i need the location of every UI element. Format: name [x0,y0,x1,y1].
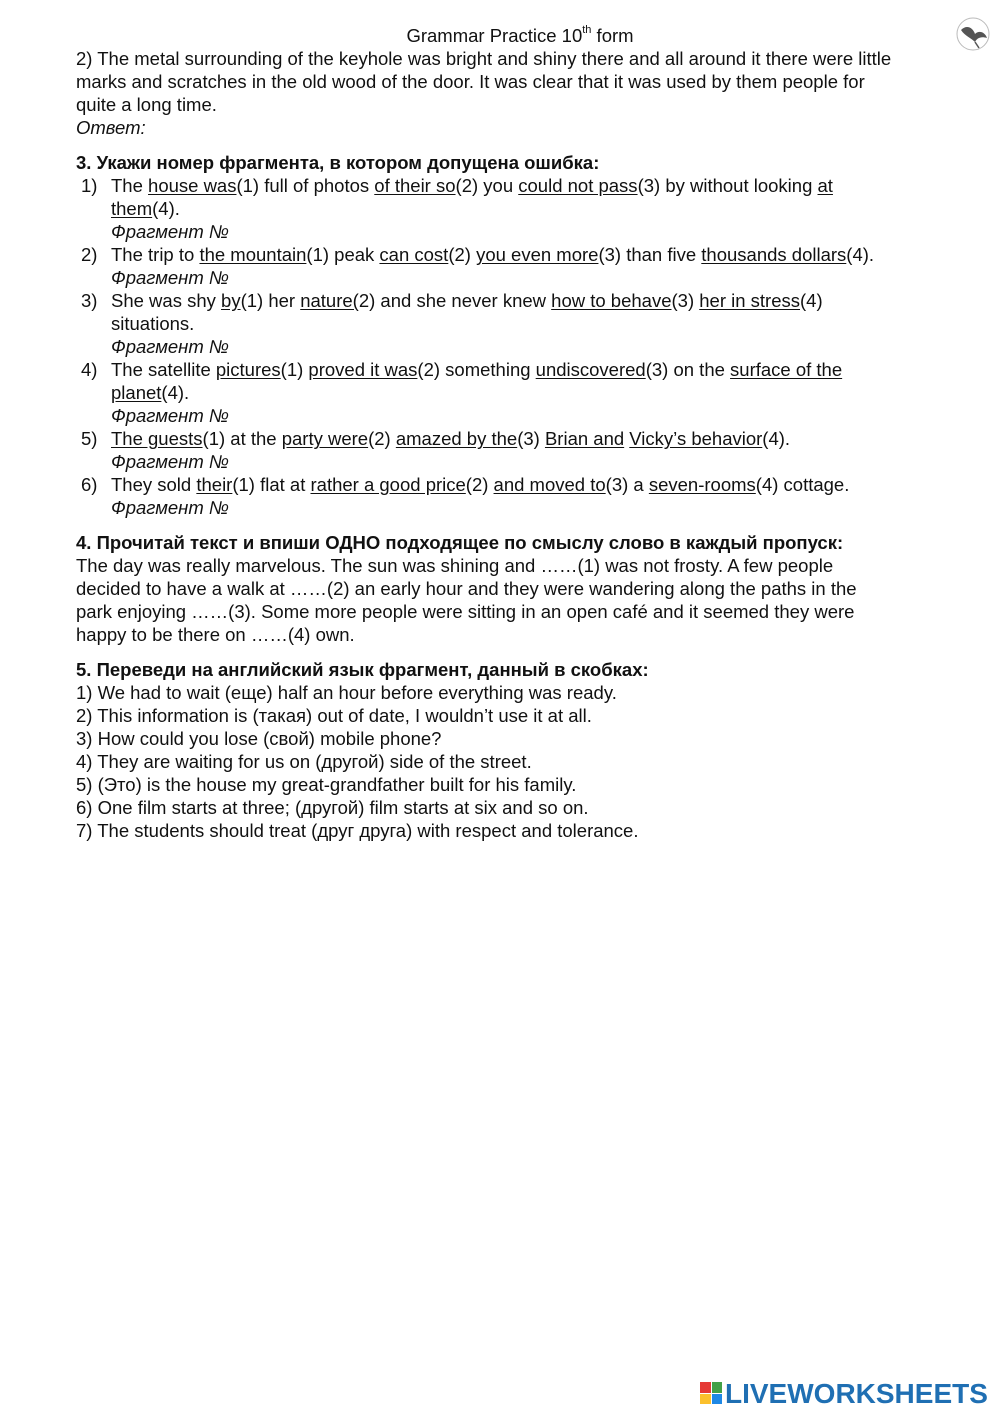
task3 [76,151,976,519]
page-title: Grammar Practice 10th form [406,23,634,46]
text-line: marks and scratches in the old wood of the door. It was clear that it was used by them people for [76,71,865,92]
text-line: park enjoying ……(3). Some more people were sitting in an open café and it seemed they were [76,601,855,622]
answer-label[interactable]: Ответ: [76,117,146,138]
list-item: 2) The trip to the mountain(1) peak can cost(2) you even more(3) than five thousands dollars(4). Фрагмент № [76,243,976,289]
text-line: 1) We had to wait (еще) half an hour before everything was ready. [76,682,617,703]
list-item: 5) The guests(1) at the party were(2) amazed by the(3) Brian and Vicky’s behavior(4). Фрагмент № [76,427,976,473]
text-line: quite a long time. [76,94,217,115]
fragment-answer-field[interactable]: Фрагмент № [111,267,229,288]
task4-heading: 4. Прочитай текст и впиши ОДНО подходящее по смыслу слово в каждый пропуск: [76,532,844,553]
text-line: The day was really marvelous. The sun was shining and ……(1) was not frosty. A few people [76,555,834,576]
text-line: 3) How could you lose (свой) mobile phone? [76,728,442,749]
list-item: 6) They sold their(1) flat at rather a good price(2) and moved to(3) a seven-rooms(4) cottage. Фрагмент № [76,473,976,519]
brand-name: LIVEWORKSHEETS [725,1377,988,1409]
text-line: 4) They are waiting for us on (другой) side of the street. [76,751,532,772]
task3-heading: 3. Укажи номер фрагмента, в котором допущена ошибка: [76,152,600,173]
fragment-answer-field[interactable]: Фрагмент № [111,451,229,472]
list-item: 1) The house was(1) full of photos of their so(2) you could not pass(3) by without looking at them(4). Фрагмент № [76,174,976,243]
text-line: 5) (Это) is the house my great-grandfather built for his family. [76,774,577,795]
task2-answer [76,47,976,139]
brand-squares-icon [700,1382,722,1404]
text-line: 7) The students should treat (друг друга) with respect and tolerance. [76,820,639,841]
text-line: 2) The metal surrounding of the keyhole was bright and shiny there and all around it there were little [76,48,892,69]
text-line: 6) One film starts at three; (другой) film starts at six and so on. [76,797,589,818]
fragment-answer-field[interactable]: Фрагмент № [111,497,229,518]
task5 [76,658,976,842]
worksheet-body [76,47,976,842]
text-line: decided to have a walk at ……(2) an early hour and they were wandering along the paths in the [76,578,857,599]
fragment-answer-field[interactable]: Фрагмент № [111,336,229,357]
text-line: happy to be there on ……(4) own. [76,624,355,645]
fragment-answer-field[interactable]: Фрагмент № [111,221,229,242]
task4 [76,531,976,646]
fragment-answer-field[interactable]: Фрагмент № [111,405,229,426]
text-line: 2) This information is (такая) out of date, I wouldn’t use it at all. [76,705,592,726]
list-item: 3) She was shy by(1) her nature(2) and she never knew how to behave(3) her in stress(4) situations. Фрагмент № [76,289,976,358]
task5-heading: 5. Переведи на английский язык фрагмент, данный в скобках: [76,659,649,680]
liveworksheets-logo [700,1376,988,1410]
list-item: 4) The satellite pictures(1) proved it was(2) something undiscovered(3) on the surface of the planet(4). Фрагмент № [76,358,976,427]
